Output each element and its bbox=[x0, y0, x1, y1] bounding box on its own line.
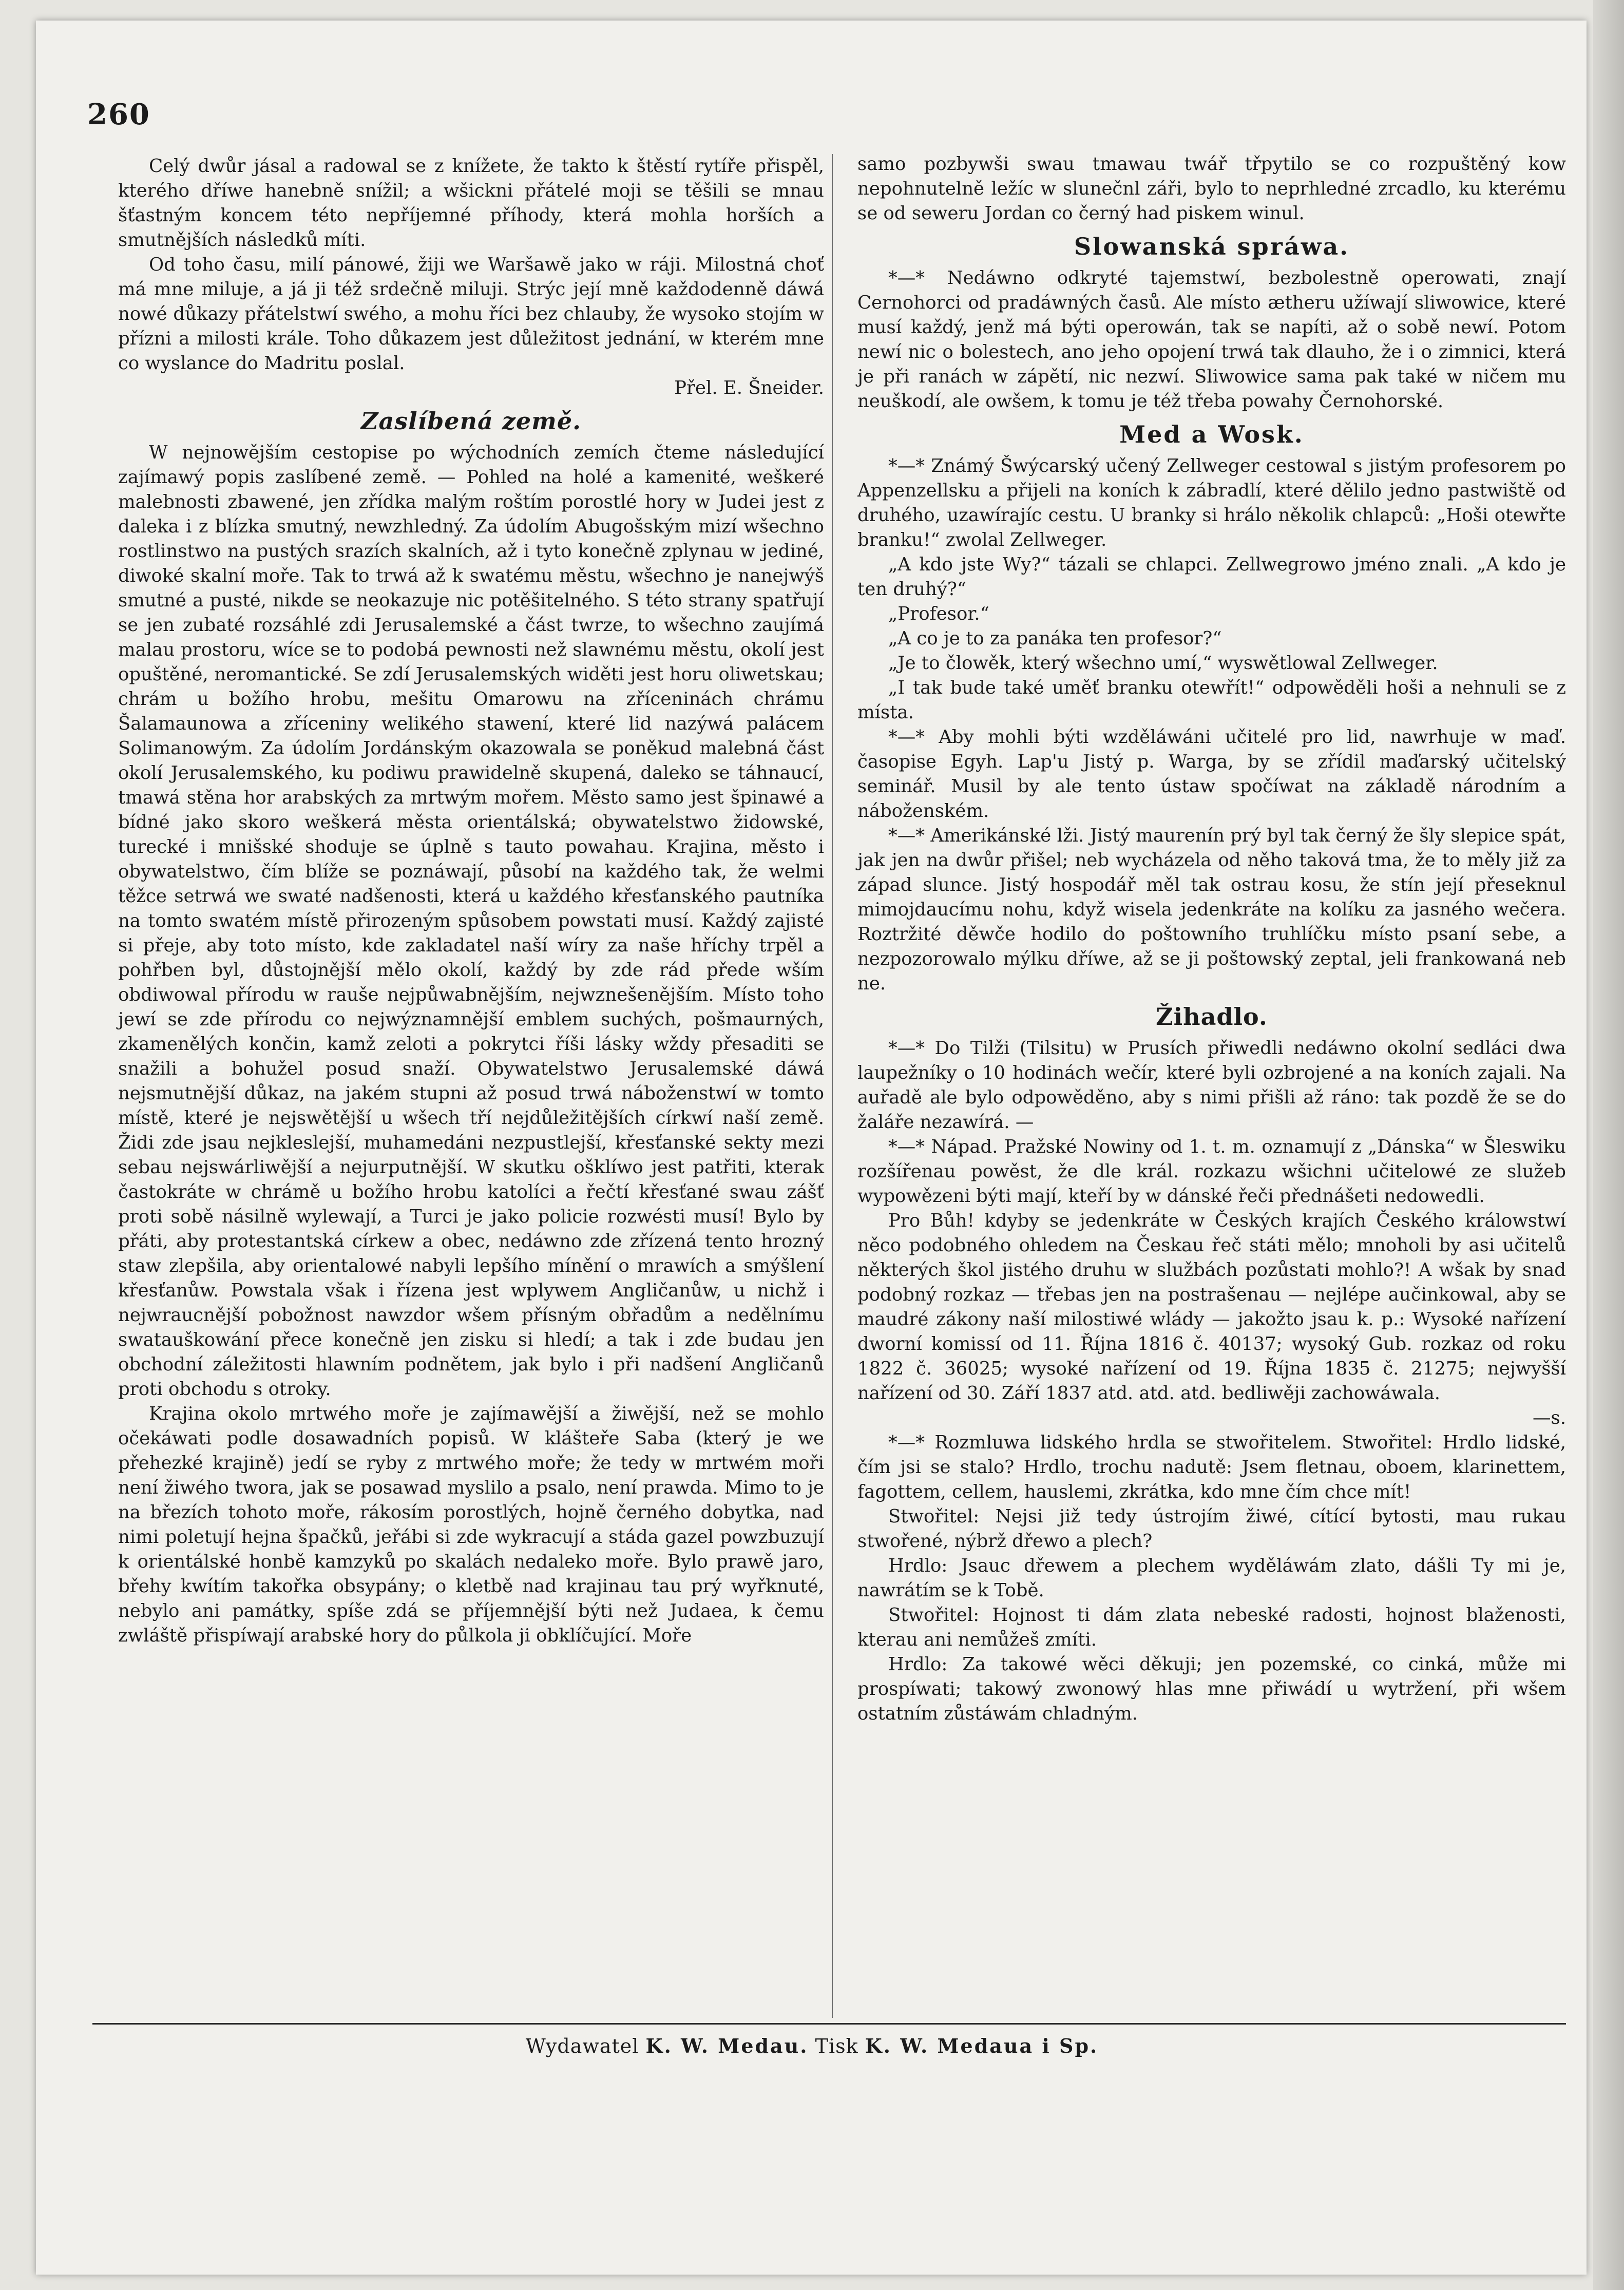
printer-label: Tisk bbox=[815, 2035, 858, 2057]
translator-signature: Přel. E. Šneider. bbox=[674, 377, 824, 398]
left-column bbox=[118, 154, 824, 1648]
article-paragraph: Stwořitel: Nejsi již tedy ústrojím žiwé, cítící bytosti, mau rukau stwořené, nýbrž dřewo a plech? bbox=[857, 1506, 1566, 1552]
article-paragraph: *—* Aby mohli býti wzděláwáni učitelé pro lid, nawrhuje w maď. časopise Egyh. Lap'u Jistý p. Warga, by se zřídil maďarský učitelský seminář. Musil by ale tento ústaw spočíwat na základě národním a náboženském. bbox=[857, 727, 1566, 822]
publisher-label: Wydawatel bbox=[525, 2035, 639, 2057]
continuation-paragraph: samo pozbywši swau tmawau twář třpytilo se co rozpuštěný kow nepohnutelně ležíc w slunečnl záři, bylo to neprhledné zrcadlo, ku kterému se od seweru Jordan co černý had piskem winul. bbox=[857, 154, 1566, 224]
footer-rule bbox=[92, 2023, 1566, 2025]
section-heading-promised-land: Zaslíbená země. bbox=[360, 407, 582, 435]
article-paragraph: „I tak bude také uměť branku otewřít!“ odpowěděli hoši a nehnuli se z místa. bbox=[857, 677, 1566, 723]
article-paragraph: Hrdlo: Za takowé wěci děkuji; jen pozemské, co cinká, může mi prospíwati; takowý zwonowý hlas mne přiwádí u wytržení, při wšem ostatním zůstáwám chladným. bbox=[857, 1654, 1566, 1724]
section-heading-sting: Žihadlo. bbox=[1156, 1003, 1268, 1030]
article-paragraph: Krajina okolo mrtwého moře je zajímawější a žiwější, než se mohlo očekáwati podle dosawadních popisů. W klášteře Saba (který je we přehezké krajině) jedí se ryby z mrtwého moře; že tedy w mrtwém moři není žiwého twora, jak se posawad myslilo a psalo, není prawda. Mimo to je na březích tohoto moře, rákosím porostlých, hojně černého dobytka, nad nimi poletují hejna špačků, jeřábi si zde wykracují a stáda gazel powzbuzují k orientálské honbě kamzyků po skalách nedaleko moře. Bylo prawě jaro, břehy kwítím takořka obsypány; o kletbě nad krajinau tau prý wyřknuté, nebylo ani památky, spíše zdá se příjemnější býti než Judaea, k čemu zwláště přispíwají arabské hory do půlkola ji obklíčující. Moře bbox=[118, 1403, 824, 1646]
article-paragraph: *—* Nápad. Pražské Nowiny od 1. t. m. oznamují z „Dánska“ w Šleswiku rozšířenau powěst, že dle král. rozkazu wšichni učitelowé ze služeb wypowězeni býti mají, kteří by w dánské řeči přednášeti nedowedli. bbox=[857, 1136, 1566, 1207]
article-paragraph: *—* Rozmluwa lidského hrdla se stwořitelem. Stwořitel: Hrdlo lidské, čím jsi se stalo? Hrdlo, trochu nadutě: Jsem fletnau, oboem, klarinettem, fagottem, cellem, hauslemi, zkrátka, kdo mne čím chce mít! bbox=[857, 1432, 1566, 1502]
article-paragraph: „A co je to za panáka ten profesor?“ bbox=[888, 628, 1222, 649]
article-paragraph: *—* Do Tilži (Tilsitu) w Prusích přiwedli nedáwno okolní sedláci dwa laupežníky o 10 hodinách wečír, které byli ozbrojené a na koních zajali. Na auřadě ale bylo odpowěděno, aby s nimi přišli až ráno: tak pozdě že se do žaláře nezawírá. — bbox=[857, 1038, 1566, 1133]
article-paragraph: „A kdo jste Wy?“ tázali se chlapci. Zellwegrowo jméno znali. „A kdo je ten druhý?“ bbox=[857, 554, 1566, 600]
article-paragraph: „Profesor.“ bbox=[888, 603, 989, 624]
right-column bbox=[857, 152, 1566, 1726]
article-paragraph: *—* Nedáwno odkryté tajemstwí, bezbolestně operowati, znají Cernohorci od pradáwných časů. Ale místo ætheru užíwají sliwowice, které musí každý, jenž má býti operowán, tak se napíti, až o sobě newí. Potom newí nic o bolestech, ano jeho opojení trwá tak dlauho, že i o zimnici, která je při ranách w zápětí, nic nezwí. Sliwowice sama pak také w ničem mu neuškodí, ale owšem, k tomu je též třeba powahy Černohorské. bbox=[857, 268, 1566, 412]
publisher-name: K. W. Medau. bbox=[645, 2034, 809, 2057]
section-heading-slavic-news: Slowanská spráwa. bbox=[1074, 233, 1350, 260]
article-paragraph: *—* Známý Šwýcarský učený Zellweger cestowal s jistým profesorem po Appenzellsku a přijeli na koních k zábradlí, které dělilo jedno pastwiště od druhého, uzawírajíc cestu. U branky si hrálo několik chlapců: „Hoši otewřte branku!“ zwolal Zellweger. bbox=[857, 455, 1566, 550]
imprint-footer bbox=[0, 2034, 1624, 2057]
article-paragraph: „Je to člowěk, který wšechno umí,“ wyswětlowal Zellweger. bbox=[888, 653, 1438, 674]
intro-paragraph: Celý dwůr jásal a radowal se z knížete, že takto k štěstí rytíře přispěl, kterého dříwe hanebně snížil; a wšickni přátelé moji se těšili se mnau šťastným koncem této nepříjemné příhody, která mohla horších a smutnějších následků míti. bbox=[118, 156, 824, 251]
article-paragraph: Pro Bůh! kdyby se jedenkráte w Českých krajích Českého králowstwí něco podobného ohledem na Českau řeč státi mělo; mnoholi by asi učitelů některých škol jistého druhu w službách pozůstati mohlo?! A wšak by snad podobný rozkaz — třebas jen na postrašenau — nejlépe aučinkowal, aby se maudré zákony naší milostiwé wlády — jakožto jsau k. p.: Wysoké nařízení dworní komissí od 11. Října 1816 č. 40137; wysoký Gub. rozkaz od roku 1822 č. 36025; wysoké nařízení od 19. Října 1835 č. 21275; nejwyšší nařízení od 30. Září 1837 atd. atd. atd. bedliwěji zachowáwala. bbox=[857, 1210, 1566, 1404]
printer-name: K. W. Medaua i Sp. bbox=[865, 2034, 1099, 2057]
intro-paragraph: Od toho času, milí pánowé, žiji we Waršawě jako w ráji. Milostná choť má mne miluje, a já ji též srdečně miluji. Strýc její mně každodenně dáwá nowé důkazy přátelstwí swého, a mohu říci bez chlauby, že wysoko stojím w přízni a milosti krále. Toho důkazem jest důležitost jednání, w kterém mne co wyslance do Madritu poslal. bbox=[118, 254, 824, 374]
article-paragraph: Hrdlo: Jsauc dřewem a plechem wyděláwám zlato, dášli Ty mi je, nawrátím se k Tobě. bbox=[857, 1555, 1566, 1601]
section-heading-honey-and-wax: Med a Wosk. bbox=[1119, 421, 1304, 448]
author-signature: —s. bbox=[1532, 1407, 1566, 1428]
column-divider bbox=[832, 154, 833, 2018]
article-paragraph: Stwořitel: Hojnost ti dám zlata nebeské radosti, hojnost blaženosti, kterau ani nemůžeš zmíti. bbox=[857, 1605, 1566, 1650]
book-spine-shadow bbox=[1593, 0, 1624, 2290]
article-paragraph: W nejnowějším cestopise po wýchodních zemích čteme následující zajímawý popis zaslíbené země. — Pohled na holé a kamenité, weškeré malebnosti zbawené, jen zřídka malým roštím porostlé hory w Judei jest z daleka i z blízka smutný, newzhledný. Za údolím Abugošským mizí wšechno rostlinstwo na pustých srazích skalních, až i tyto konečně zplynau w jediné, diwoké skalní moře. Tak to trwá až k swatému městu, wšechno je nanejwýš smutné a pusté, nikde se neokazuje nic potěšitelného. S této strany spatřují se jen zubaté rozsáhlé zdi Jerusalemské a část twrze, to wšechno zaujímá malau prostoru, wíce se to podobá pewnosti než slawnému městu, okolí jest opuštěné, neromantické. Se zdí Jerusalemských widěti jest horu oliwetskau; chrám u božího hrobu, mešitu Omarowu na zříceninách chrámu Šalamaunowa a zříceniny welikého stawení, které lid nazýwá palácem Solimanowým. Za údolím Jordánským okazowala se poněkud malebná část okolí Jerusalemského, ku podiwu prawidelně skupená, daleko se táhnaucí, tmawá stěna hor arabských za mrtwým mořem. Město samo jest špinawé a bídné jako skoro weškerá města orientálská; obywatelstwo židowské, turecké i mnišské shoduje se úplně s tauto powahau. Krajina, město i obywatelstwo, čím blíže se poznáwají, působí na každého tak, že welmi těžce setrwá we swaté nadšenosti, která u každého křesťanského pautníka na tomto swatém místě přirozeným spůsobem powstati musí. Každý zajisté si přeje, aby toto místo, kde zakladatel naší wíry za naše hříchy trpěl a pohřben byl, důstojnější mělo okolí, každý by zde rád přede wším obdiwowal přírodu w rauše nejpůwabnějším, nejwznešenějším. Místo toho jewí se zde přírodu co nejwýznamnější emblem suchých, pošmaurných, zkamenělých končin, kamž zeloti a pokrytci říši lásky wždy přesaditi se snažili a bohužel posud snaží. Obywatelstwo Jerusalemské dáwá nejsmutnější důkaz, na jakém stupni až posud trwá náboženstwí w tomto místě, které je nejswětější u wšech tří nejdůležitějších církwí naší země. Židi zde jsau nejkleslejší, muhamedáni nezpustlejší, křesťanské sekty mezi sebau nejswárliwější a nejurputnější. W skutku ošklíwo jest patřiti, kterak častokráte w chrámě u božího hrobu katolíci a řečtí křesťané swau zášť proti sobě násilně wylewají, a Turci je jako policie rozwésti musí! Bylo by přáti, aby protestantská církew a obec, nedáwno zde zřízená tento hrozný staw zlepšila, aby orientalowé nabyli lepšího mínění o mrawích a smýšlení křesťanůw. Powstala však i řízena jest wplywem Angličanůw, u nichž i nejwraucnější pobožnost nawzdor wšem přísným obřadům a nedělnímu swatauškowání přece konečně jen zisku si hledí; a tak i zde budau jen obchodní záležitosti hlawním podnětem, jak bylo i při nadšení Angličanů proti obchodu s otroky. bbox=[118, 442, 824, 1400]
article-paragraph: *—* Amerikánské lži. Jistý maurenín prý byl tak černý že šly slepice spát, jak jen na dwůr přišel; neb wycházela od něho taková tma, že to měly již za západ slunce. Jistý hospodář měl tak ostrau kosu, že stín její přeseknul mimojdaucímu nohu, když wisela jedenkráte na kolíku za jasného wečera. Roztržité děwče hodilo do poštowního truhlíčku místo psaní sebe, a nezpozorowalo mýlku dříwe, až se ji poštowský zeptal, jeli frankowaná neb ne. bbox=[857, 825, 1566, 994]
page-number: 260 bbox=[87, 98, 150, 131]
